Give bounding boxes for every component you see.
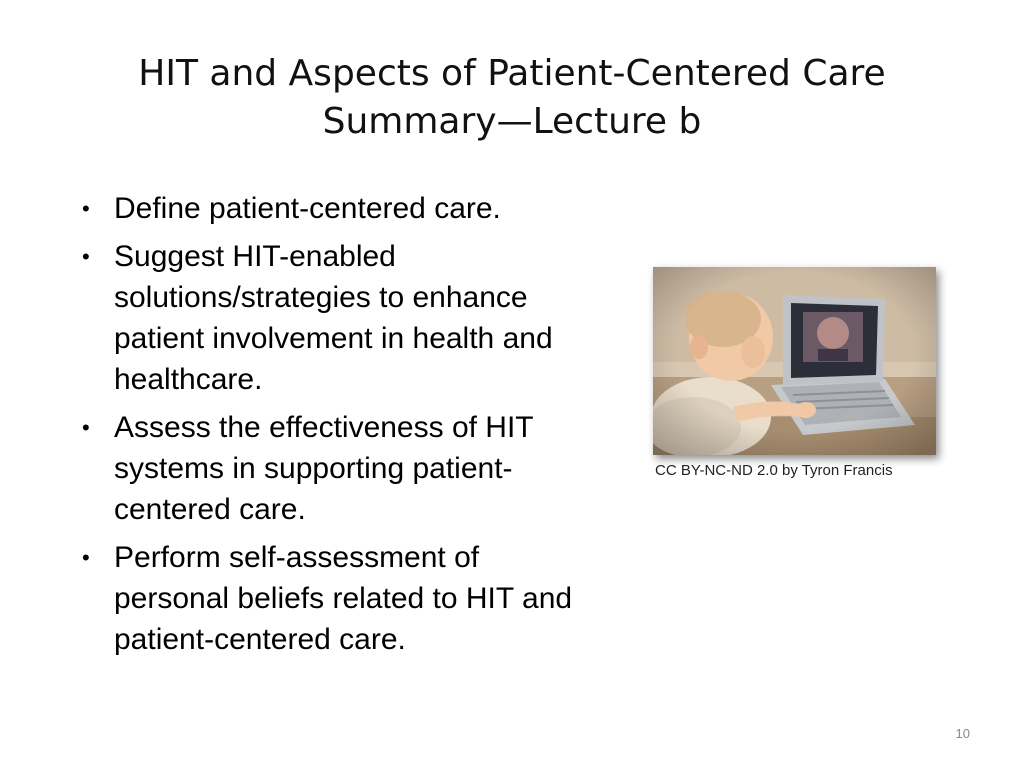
baby-laptop-photo <box>653 267 936 455</box>
bullet-item <box>82 188 582 229</box>
page-number: 10 <box>955 726 970 741</box>
bullet-list <box>82 188 582 667</box>
bullet-item <box>82 537 582 660</box>
bullet-text: Perform self-assessment of personal beliefs related to HIT and patient-centered care. <box>114 541 573 656</box>
slide-title-line-1: HIT and Aspects of Patient-Centered Care <box>138 53 886 94</box>
bullet-text: Assess the effectiveness of HIT systems in supporting patient-centered care. <box>114 411 534 526</box>
bullet-item <box>82 236 582 400</box>
bullet-glyph: • <box>82 545 90 570</box>
bullet-item <box>82 407 582 530</box>
bullet-glyph: • <box>82 196 90 221</box>
bullet-text: Suggest HIT-enabled solutions/strategies to enhance patient involvement in health and healthcare. <box>114 240 553 396</box>
slide-title-line-2: Summary—Lecture b <box>322 101 702 142</box>
slide-title <box>40 50 984 146</box>
bullet-glyph: • <box>82 244 90 269</box>
bullet-glyph: • <box>82 415 90 440</box>
image-credit: CC BY-NC-ND 2.0 by Tyron Francis <box>655 462 893 479</box>
baby-laptop-illustration <box>653 267 936 455</box>
bullet-text: Define patient-centered care. <box>114 192 501 225</box>
